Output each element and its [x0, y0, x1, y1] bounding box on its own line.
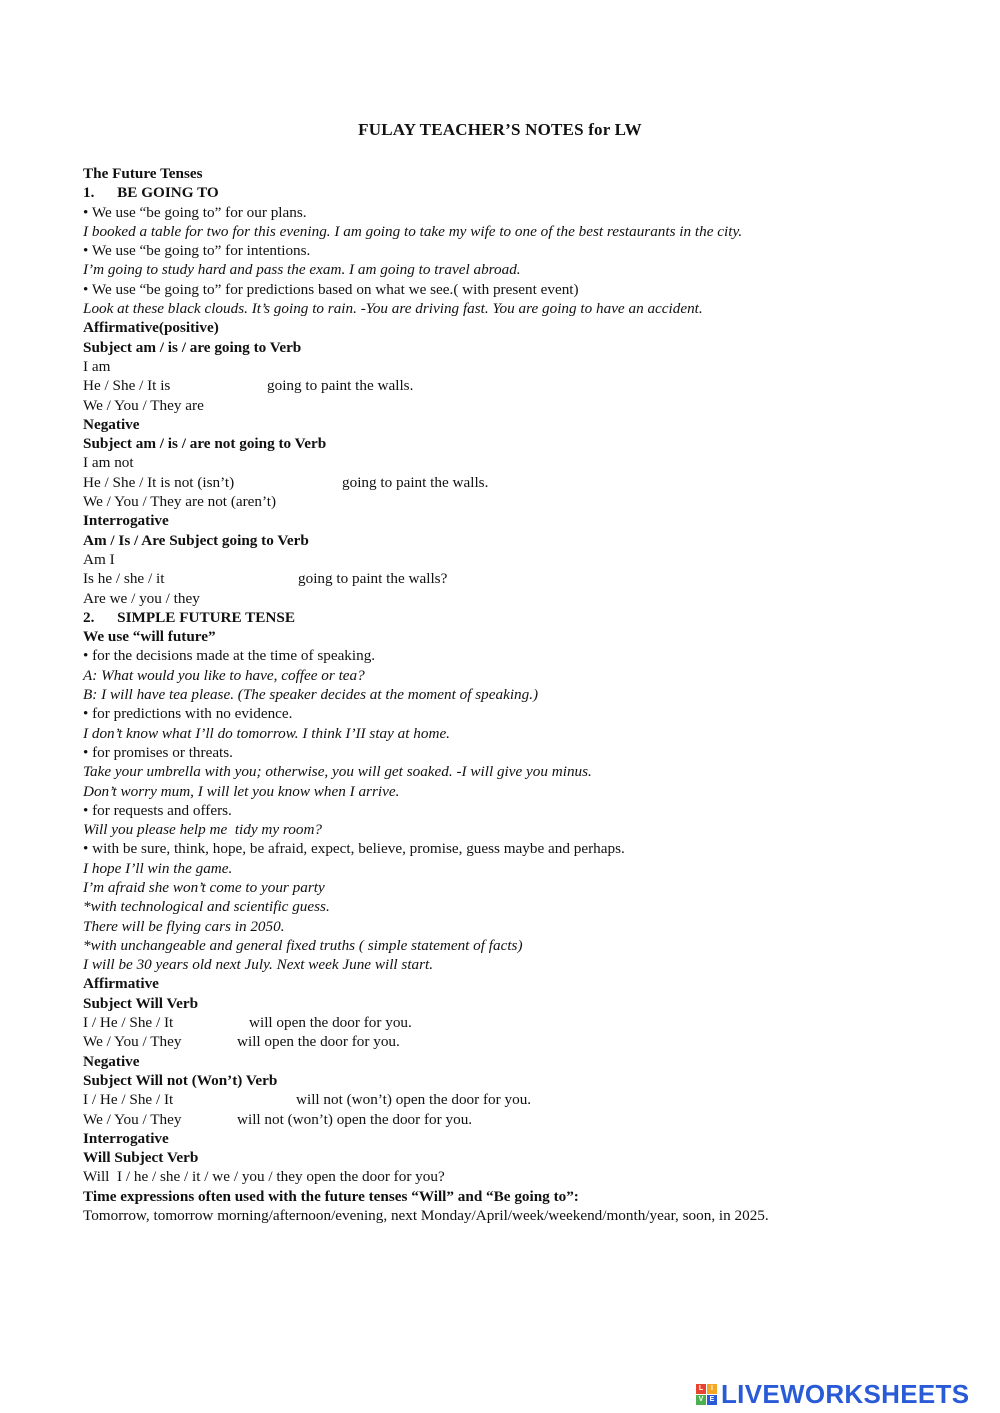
- line-text: Take your umbrella with you; otherwise, you will get soaked. -I will give you minus.: [83, 763, 592, 781]
- text-line: [83, 473, 963, 492]
- text-line: [83, 994, 963, 1013]
- text-line: [83, 724, 963, 743]
- line-text: I / He / She / It: [83, 1014, 174, 1032]
- logo-tile: I: [707, 1384, 717, 1394]
- text-line: [83, 589, 963, 608]
- line-text: Look at these black clouds. It’s going to rain. -You are driving fast. You are going to have an accident.: [83, 300, 703, 318]
- line-text: He / She / It is not (isn’t): [83, 473, 235, 491]
- text-line: [83, 743, 963, 762]
- line-text-column-2: will open the door for you.: [237, 1033, 400, 1051]
- text-line: [83, 318, 963, 337]
- text-line: [83, 1206, 963, 1225]
- line-text: We use “will future”: [83, 628, 216, 646]
- line-text: 1. BE GOING TO: [83, 184, 219, 202]
- line-text: B: I will have tea please. (The speaker decides at the moment of speaking.): [83, 686, 539, 704]
- line-text-column-2: will not (won’t) open the door for you.: [296, 1091, 532, 1109]
- text-line: [83, 917, 963, 936]
- text-line: [83, 241, 963, 260]
- line-text: Subject am / is / are going to Verb: [83, 338, 302, 356]
- line-text: • for promises or threats.: [83, 743, 233, 761]
- line-text: Subject Will Verb: [83, 994, 199, 1012]
- text-line: [83, 608, 963, 627]
- line-text: • with be sure, think, hope, be afraid, expect, believe, promise, guess maybe and perhaps.: [83, 840, 625, 858]
- text-line: [83, 453, 963, 472]
- line-text: Are we / you / they: [83, 589, 200, 607]
- text-line: [83, 164, 963, 183]
- line-text: *with technological and scientific guess.: [83, 898, 330, 916]
- text-line: [83, 434, 963, 453]
- liveworksheets-watermark: [696, 1378, 996, 1410]
- line-text: Will you please help me tidy my room?: [83, 821, 323, 839]
- text-line: [83, 646, 963, 665]
- text-line: [83, 974, 963, 993]
- line-text: We / You / They are not (aren’t): [83, 493, 277, 511]
- text-line: [83, 222, 963, 241]
- text-line: [83, 511, 963, 530]
- text-line: [83, 839, 963, 858]
- text-line: [83, 569, 963, 588]
- text-line: [83, 203, 963, 222]
- line-text: Is he / she / it: [83, 570, 165, 588]
- text-line: [83, 357, 963, 376]
- text-line: [83, 897, 963, 916]
- line-text: A: What would you like to have, coffee or tea?: [83, 666, 365, 684]
- line-text: We / You / They: [83, 1033, 182, 1051]
- line-text: Negative: [83, 415, 140, 433]
- line-text-column-2: will open the door for you.: [249, 1014, 412, 1032]
- line-text-column-2: going to paint the walls?: [298, 570, 448, 588]
- line-text: There will be flying cars in 2050.: [83, 917, 285, 935]
- line-text: • We use “be going to” for predictions based on what we see.( with present event): [83, 280, 579, 298]
- liveworksheets-brand-text: LIVEWORKSHEETS: [721, 1378, 970, 1409]
- text-line: [83, 1071, 963, 1090]
- line-text: We / You / They: [83, 1110, 182, 1128]
- line-text: 2. SIMPLE FUTURE TENSE: [83, 608, 295, 626]
- line-text: Interrogative: [83, 1129, 169, 1147]
- line-text: We / You / They are: [83, 396, 204, 414]
- line-text: I’m afraid she won’t come to your party: [83, 878, 325, 896]
- line-text: He / She / It is: [83, 377, 171, 395]
- line-text: Don’t worry mum, I will let you know when I arrive.: [83, 782, 400, 800]
- line-text: • for requests and offers.: [83, 801, 232, 819]
- text-line: [83, 1013, 963, 1032]
- notes-body: [83, 164, 963, 1225]
- text-line: [83, 1110, 963, 1129]
- text-line: [83, 820, 963, 839]
- text-line: [83, 396, 963, 415]
- text-line: [83, 183, 963, 202]
- line-text: I am: [83, 357, 111, 375]
- line-text: • for predictions with no evidence.: [83, 705, 293, 723]
- logo-tile: V: [696, 1395, 706, 1405]
- text-line: [83, 1032, 963, 1051]
- liveworksheets-logo-icon: [696, 1384, 717, 1405]
- text-line: [83, 299, 963, 318]
- text-line: [83, 704, 963, 723]
- text-line: [83, 280, 963, 299]
- text-line: [83, 260, 963, 279]
- text-line: [83, 627, 963, 646]
- line-text: *with unchangeable and general fixed truths ( simple statement of facts): [83, 936, 523, 954]
- text-line: [83, 1090, 963, 1109]
- logo-tile: E: [707, 1395, 717, 1405]
- line-text: Am I: [83, 550, 115, 568]
- line-text: I booked a table for two for this evening. I am going to take my wife to one of the best restaurants in the city.: [83, 222, 743, 240]
- line-text: I don’t know what I’ll do tomorrow. I think I’II stay at home.: [83, 724, 450, 742]
- text-line: [83, 338, 963, 357]
- line-text: • We use “be going to” for our plans.: [83, 203, 307, 221]
- line-text: I am not: [83, 454, 134, 472]
- line-text: Time expressions often used with the future tenses “Will” and “Be going to”:: [83, 1187, 579, 1205]
- text-line: [83, 550, 963, 569]
- line-text: Affirmative: [83, 975, 159, 993]
- document-title: FULAY TEACHER’S NOTES for LW: [358, 120, 642, 139]
- line-text: Affirmative(positive): [83, 319, 219, 337]
- line-text: I’m going to study hard and pass the exam. I am going to travel abroad.: [83, 261, 521, 279]
- text-line: [83, 955, 963, 974]
- line-text: Subject Will not (Won’t) Verb: [83, 1071, 278, 1089]
- line-text-column-2: going to paint the walls.: [267, 377, 414, 395]
- text-line: [83, 1052, 963, 1071]
- text-line: [83, 492, 963, 511]
- text-line: [83, 859, 963, 878]
- line-text: I / He / She / It: [83, 1091, 174, 1109]
- line-text: Am / Is / Are Subject going to Verb: [83, 531, 309, 549]
- line-text: Subject am / is / are not going to Verb: [83, 435, 327, 453]
- line-text: The Future Tenses: [83, 165, 203, 182]
- text-line: [83, 878, 963, 897]
- logo-tile: L: [696, 1384, 706, 1394]
- line-text: • for the decisions made at the time of speaking.: [83, 647, 376, 665]
- text-line: [83, 1187, 963, 1206]
- text-line: [83, 1148, 963, 1167]
- line-text: I hope I’ll win the game.: [83, 859, 233, 877]
- text-line: [83, 782, 963, 801]
- text-line: [83, 801, 963, 820]
- text-line: [83, 531, 963, 550]
- text-line: [83, 1167, 963, 1186]
- line-text: I will be 30 years old next July. Next week June will start.: [83, 956, 434, 974]
- text-line: [83, 762, 963, 781]
- text-line: [83, 666, 963, 685]
- line-text: • We use “be going to” for intentions.: [83, 242, 311, 260]
- line-text-column-2: going to paint the walls.: [342, 473, 489, 491]
- text-line: [83, 936, 963, 955]
- text-line: [83, 685, 963, 704]
- text-line: [83, 1129, 963, 1148]
- line-text: Interrogative: [83, 512, 169, 530]
- text-line: [83, 376, 963, 395]
- line-text: Will I / he / she / it / we / you / they open the door for you?: [83, 1168, 445, 1186]
- line-text: Will Subject Verb: [83, 1149, 199, 1167]
- line-text-column-2: will not (won’t) open the door for you.: [237, 1110, 473, 1128]
- line-text: Negative: [83, 1052, 140, 1070]
- text-line: [83, 415, 963, 434]
- line-text: Tomorrow, tomorrow morning/afternoon/evening, next Monday/April/week/weekend/month/year, soon, in 2025.: [83, 1207, 769, 1225]
